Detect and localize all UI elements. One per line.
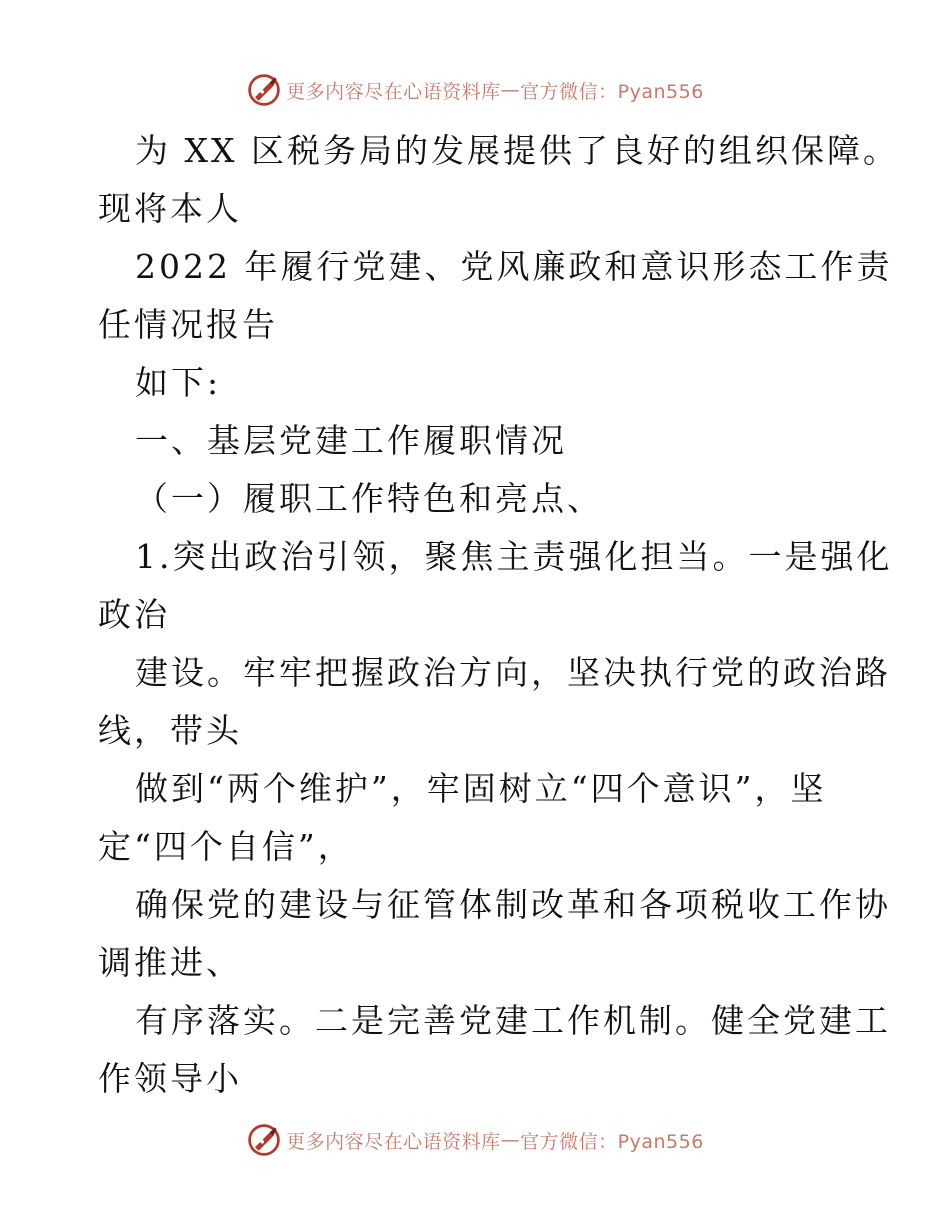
subsection-heading: （一）履职工作特色和亮点、 (135, 479, 603, 518)
text-line: 做到“两个维护”，牢固树立“四个意识”，坚 (135, 769, 827, 808)
section-heading: 一、基层党建工作履职情况 (135, 421, 567, 460)
pen-nib-logo-icon (246, 72, 282, 108)
banner-separator: — (500, 1129, 521, 1151)
banner-contact: 官方微信：Pyan556 (520, 80, 704, 103)
header-banner (0, 70, 950, 110)
text-line: 如下: (135, 363, 222, 402)
text-line: 2022 年履行党建、党风廉政和意识形态工作责 (135, 247, 893, 286)
document-body (98, 122, 899, 1108)
text-line: 现将本人 (98, 189, 242, 228)
text-line: 政治 (98, 595, 170, 634)
text-line: 线，带头 (98, 711, 242, 750)
text-line: 1.突出政治引领，聚焦主责强化担当。一是强化 (135, 537, 893, 576)
banner-contact: 官方微信：Pyan556 (520, 1130, 704, 1153)
footer-banner (0, 1120, 950, 1160)
text-line: 调推进、 (98, 943, 242, 982)
text-line: 有序落实。二是完善党建工作机制。健全党建工 (135, 1001, 891, 1040)
text-line: 作领导小 (98, 1059, 242, 1098)
banner-separator: — (500, 79, 521, 101)
text-line: 建设。牢牢把握政治方向，坚决执行党的政治路 (135, 653, 891, 692)
pen-nib-logo-icon (246, 1122, 282, 1158)
text-line: 为 XX 区税务局的发展提供了良好的组织保障。 (135, 131, 899, 170)
banner-slogan: 更多内容尽在心语资料库 (286, 80, 501, 103)
banner-slogan: 更多内容尽在心语资料库 (286, 1130, 501, 1153)
text-line: 任情况报告 (98, 305, 278, 344)
text-line: 定“四个自信”， (98, 827, 354, 866)
text-line: 确保党的建设与征管体制改革和各项税收工作协 (135, 885, 891, 924)
